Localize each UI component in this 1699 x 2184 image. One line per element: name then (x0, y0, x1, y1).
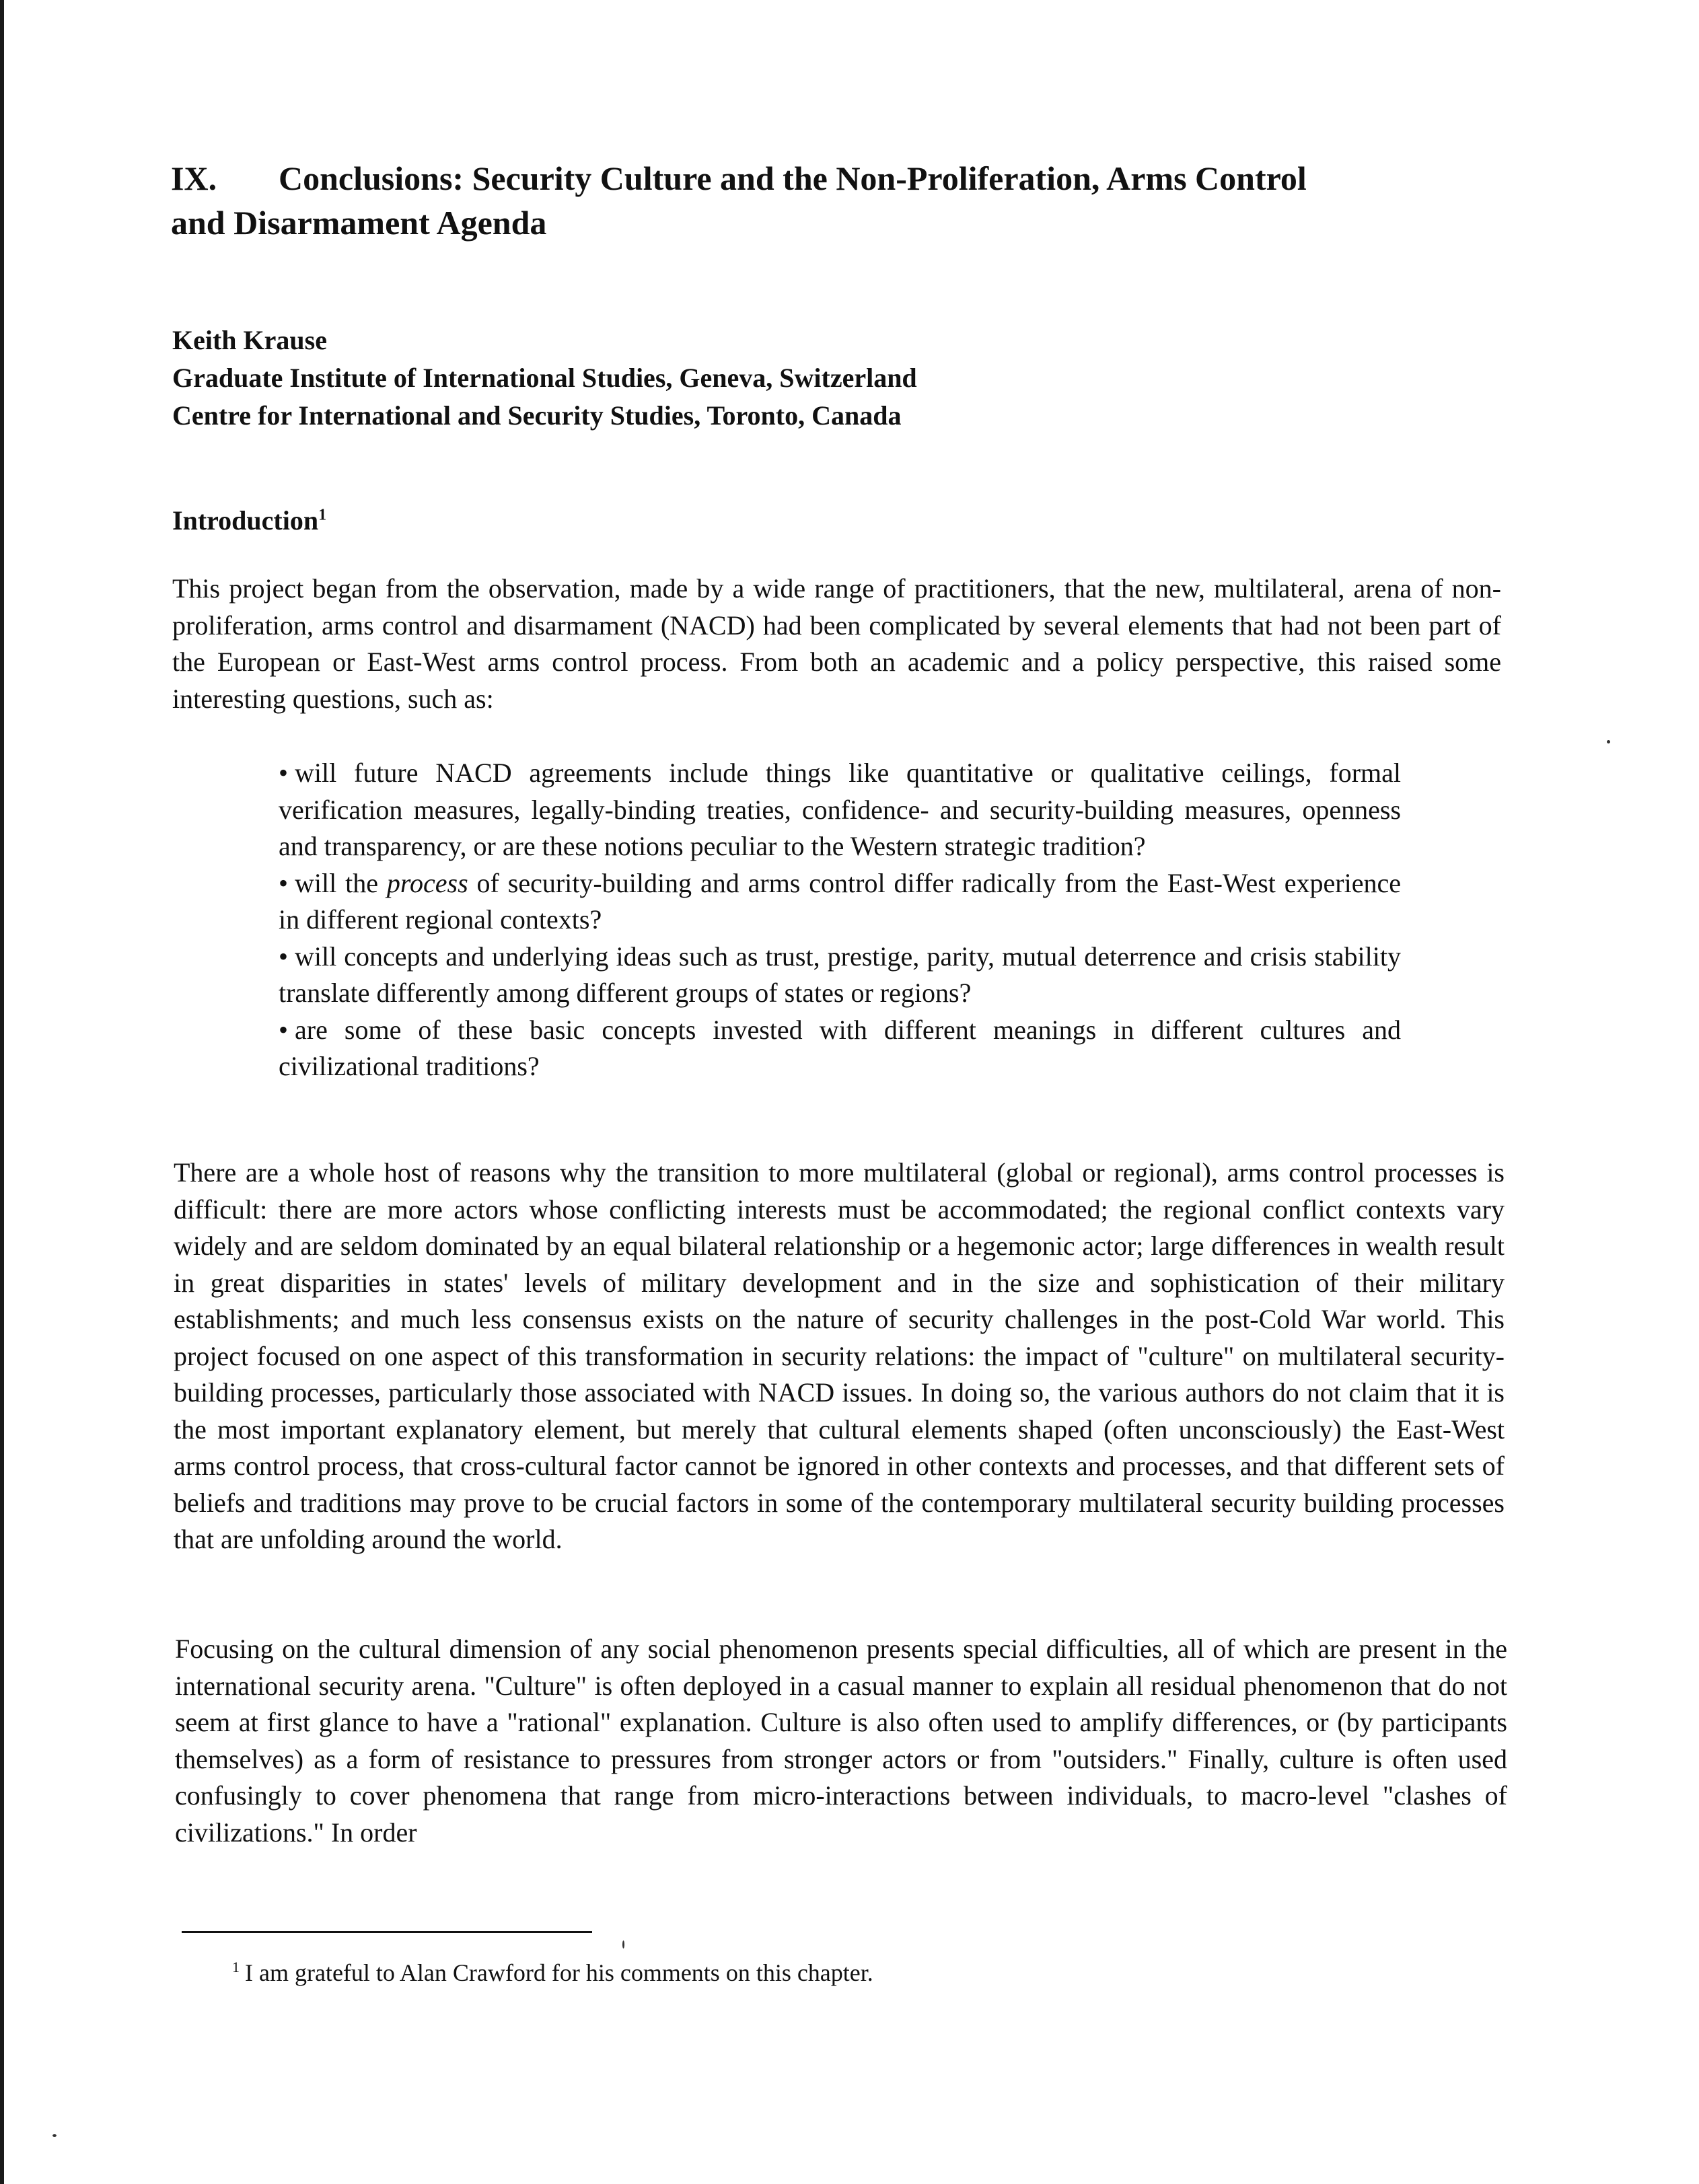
paragraph-reasons: There are a whole host of reasons why the transition to more multilateral (global or regional), arms control processes is difficult: there are more actors whose conflicting interests must be accommodated; the regional conflict contexts vary widely and are seldom dominated by an equal bilateral relationship or a hegemonic actor; large differences in wealth result in great disparities in states' levels of military development and in the size and sophistication of their military establishments; and much less consensus exists on the nature of security challenges in the post-Cold War world. This project focused on one aspect of this transformation in security relations: the impact of "culture" on multilateral security-building processes, particularly those associated with NACD issues. In doing so, the various authors do not claim that it is the most important explanatory element, but merely that cultural elements shaped (often unconsciously) the East-West arms control process, that cross-cultural factor cannot be ignored in other contexts and processes, and that different sets of beliefs and traditions may prove to be crucial factors in some of the contemporary multilateral security building processes that are unfolding around the world. (174, 1157, 1505, 1554)
list-item-text-continued: of security-building and arms control differ radically from the East-West experience in different regional contexts? (279, 867, 1402, 935)
question-list (279, 755, 1401, 1085)
chapter-number: IX. (171, 159, 217, 197)
list-item-text: will future NACD agreements include things like quantitative or qualitative ceilings, formal verification measures, legally-binding treaties, confidence- and security-building measures, openness and transparency, or are these notions peculiar to the Western strategic tradition? (279, 758, 1401, 861)
affiliation-toronto: Centre for International and Security Studies, Toronto, Canada (172, 400, 902, 431)
list-item-text: will concepts and underlying ideas such as trust, prestige, parity, mutual deterrence and crisis stability translate differently among different groups of states or regions? (279, 941, 1401, 1008)
chapter-title-line1: Conclusions: Security Culture and the Non-Proliferation, Arms Control (279, 159, 1307, 197)
list-item-text: are some of these basic concepts invested with different meanings in different cultures and civilizational traditions? (279, 1014, 1401, 1081)
bullet-glyph: • (279, 758, 289, 788)
paragraph-culture: Focusing on the cultural dimension of any social phenomenon presents special difficulties, all of which are present in the international security arena. "Culture" is often deployed in a casual manner to explain all residual phenomenon that do not seem at first glance to have a "rational" explanation. Culture is also often used to amplify differences, or (by participants themselves) as a form of resistance to pressures from stronger actors or from "outsiders." Finally, culture is often used confusingly to cover phenomena that range from micro-interactions between individuals, to macro-level "clashes of civilizations." In order (175, 1634, 1507, 1848)
list-item-emphasis: process (386, 867, 468, 898)
scan-speck (52, 2134, 57, 2137)
list-item (279, 939, 1401, 1012)
chapter-title-line2: and Disarmament Agenda (171, 204, 547, 242)
chapter-heading-line1 (171, 156, 1517, 201)
footnote (232, 1957, 873, 1989)
bullet-glyph: • (279, 867, 289, 898)
author-name: Keith Krause (172, 325, 327, 355)
list-item (279, 755, 1401, 865)
section-heading-text: Introduction (172, 505, 319, 536)
list-item-text: will the (295, 867, 387, 898)
paragraph-intro: This project began from the observation, made by a wide range of practitioners, that the new, multilateral, arena of non-proliferation, arms control and disarmament (NACD) had been complicated by several elements that had not been part of the European or East-West arms control process. From both an academic and a policy perspective, this raised some interesting questions, such as: (172, 573, 1501, 714)
scan-left-edge (0, 0, 4, 2184)
footnote-text: I am grateful to Alan Crawford for his comments on this chapter. (245, 1959, 873, 1986)
scan-speck (1607, 740, 1610, 743)
chapter-heading (171, 156, 1517, 245)
affiliation-geneva: Graduate Institute of International Studies, Geneva, Switzerland (172, 363, 917, 393)
list-item (279, 1012, 1401, 1085)
section-footnote-marker: 1 (318, 506, 327, 524)
bullet-glyph: • (279, 1014, 289, 1045)
byline (172, 322, 917, 435)
list-item (279, 865, 1401, 939)
footnote-marker: 1 (232, 1959, 240, 1975)
scan-speck (622, 1940, 624, 1949)
section-heading (172, 503, 326, 538)
footnote-divider (182, 1931, 592, 1933)
bullet-glyph: • (279, 941, 289, 972)
